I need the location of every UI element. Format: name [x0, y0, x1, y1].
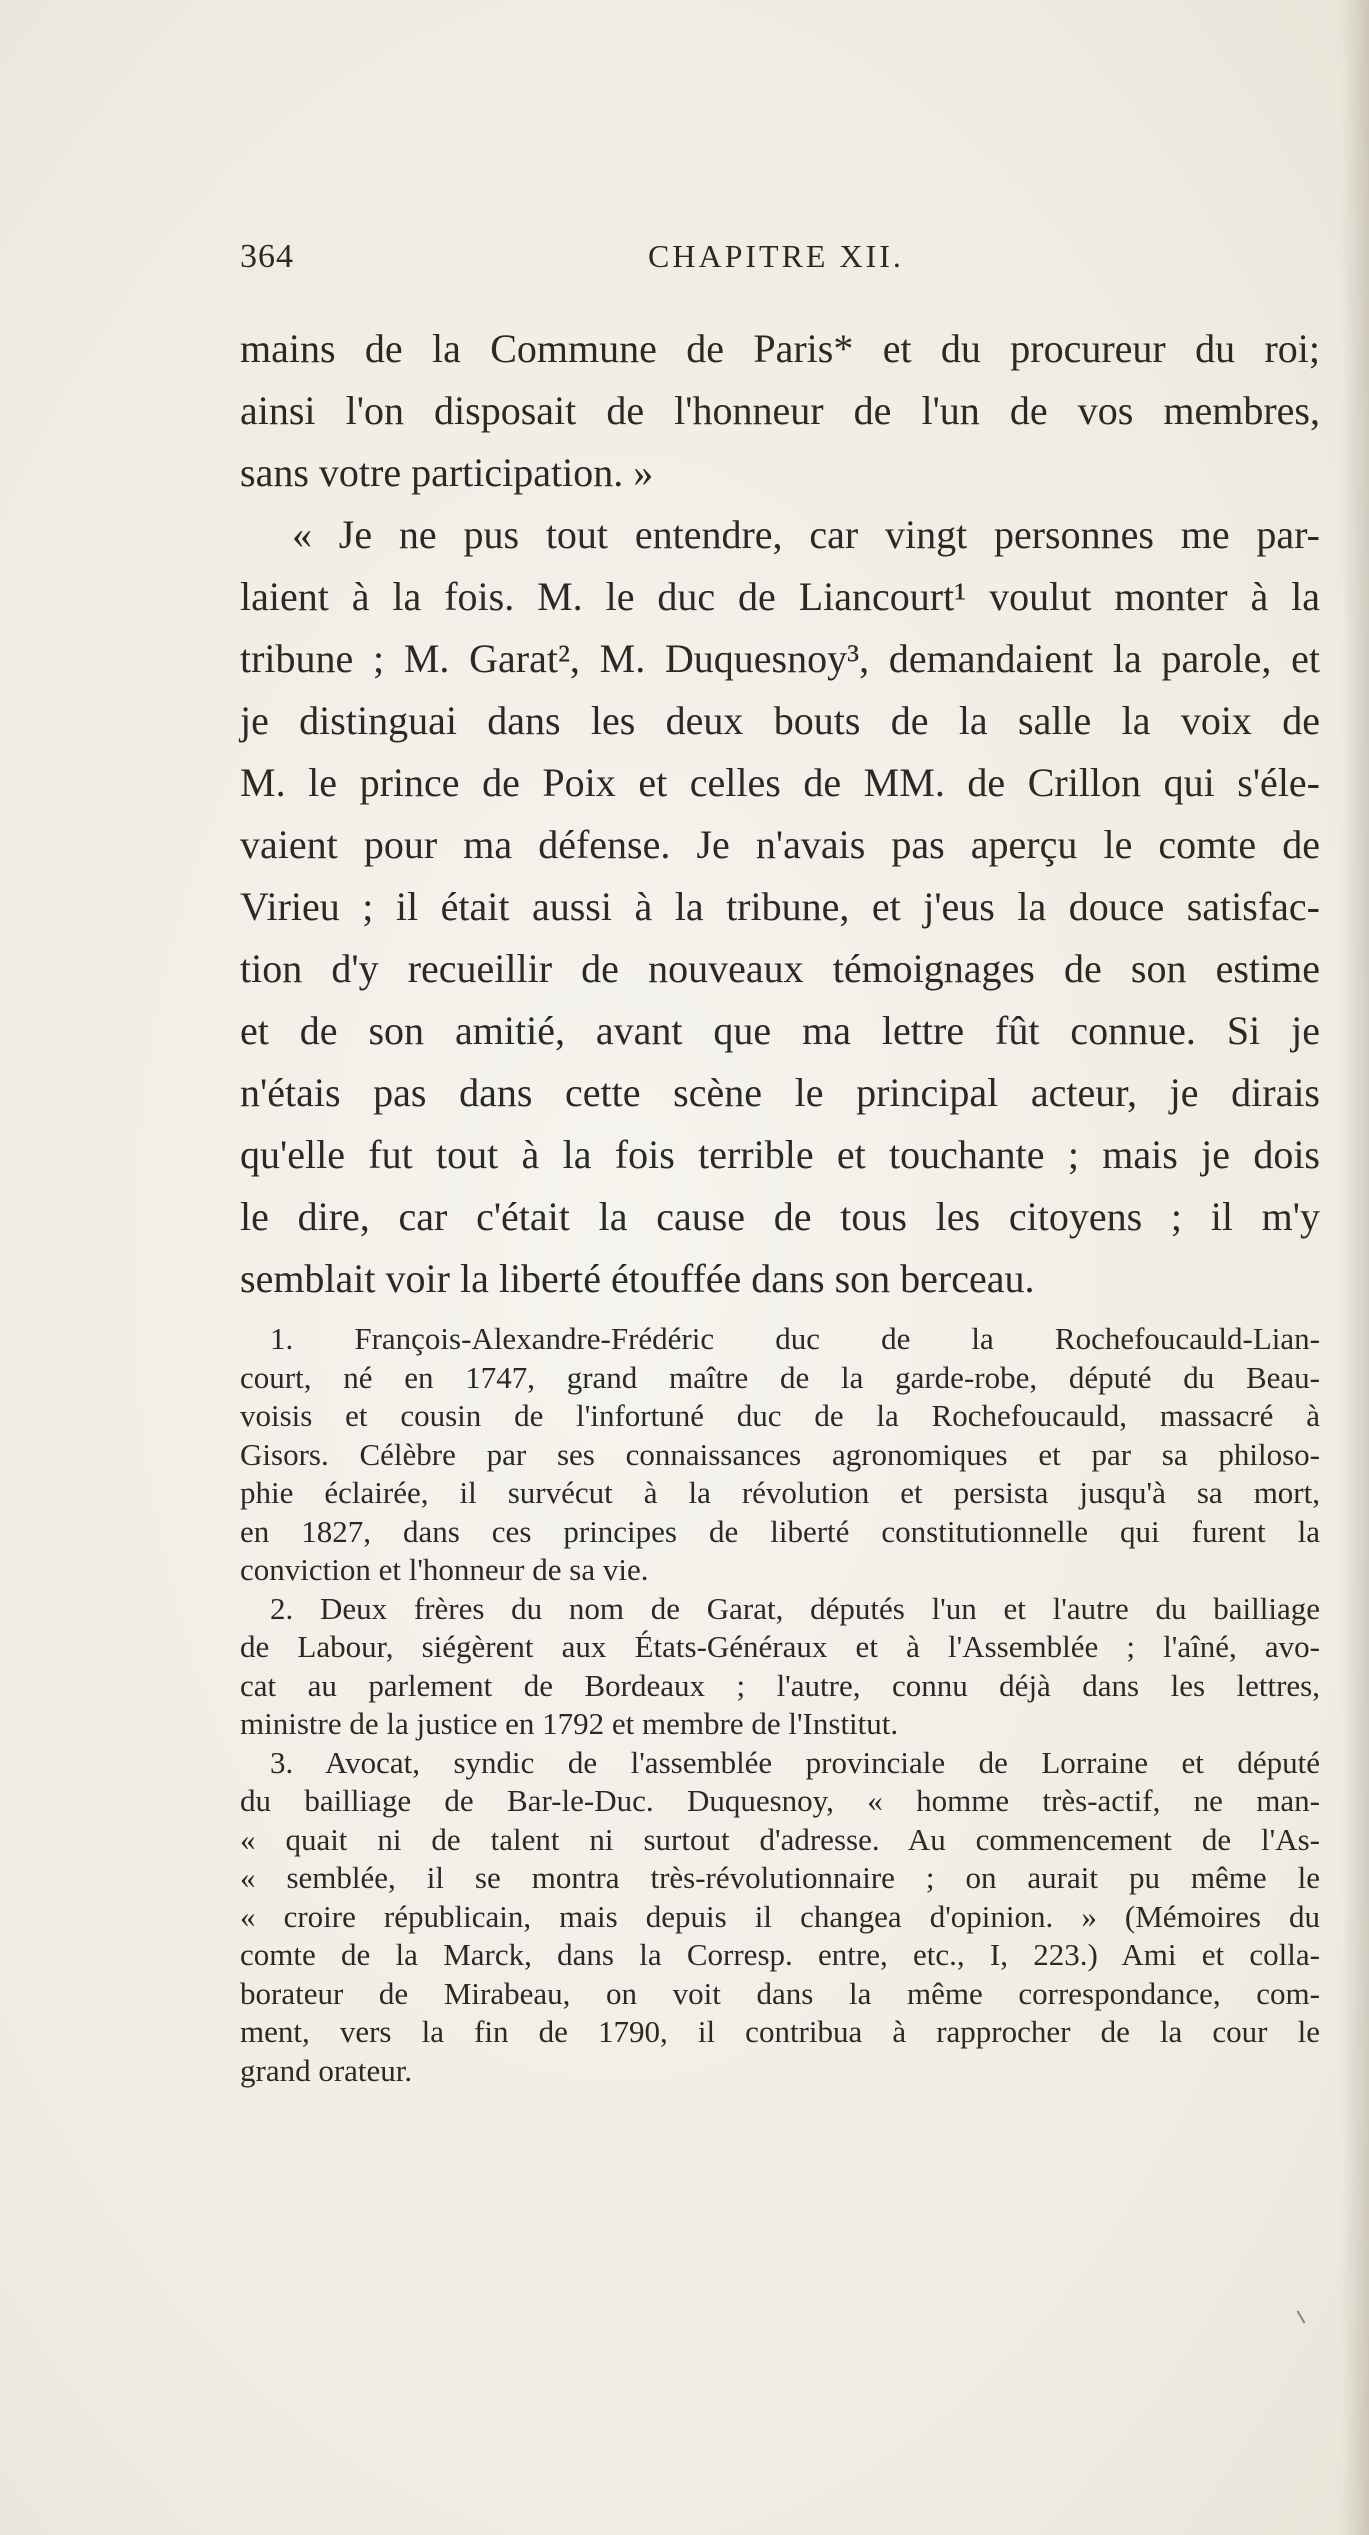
- body-line: ainsi l'on disposait de l'honneur de l'un de vos membres,: [240, 388, 1320, 433]
- footnote-1-line: conviction et l'honneur de sa vie.: [240, 1552, 649, 1587]
- body-line: le dire, car c'était la cause de tous les citoyens ; il m'y: [240, 1194, 1320, 1239]
- footnote-2-line: 2. Deux frères du nom de Garat, députés l'un et l'autre du bailliage: [270, 1590, 1320, 1626]
- footnote-1-line: Gisors. Célèbre par ses connaissances agronomiques et par sa philoso-: [240, 1436, 1320, 1472]
- footnote-3-line: borateur de Mirabeau, on voit dans la même correspondance, com-: [240, 1975, 1320, 2011]
- body-line: M. le prince de Poix et celles de MM. de Crillon qui s'éle-: [240, 760, 1320, 805]
- footnote-3-line: « quait ni de talent ni surtout d'adresse. Au commencement de l'As-: [240, 1821, 1320, 1857]
- footnote-3-line: grand orateur.: [240, 2052, 413, 2088]
- body-line: tribune ; M. Garat², M. Duquesnoy³, demandaient la parole, et: [240, 636, 1320, 681]
- footnote-3-line: « semblée, il se montra très-révolutionnaire ; on aurait pu même le: [240, 1860, 1320, 1895]
- footnote-3-line: du bailliage de Bar-le-Duc. Duquesnoy, « homme très-actif, ne man-: [240, 1783, 1320, 1818]
- body-line: sans votre participation. »: [240, 450, 654, 495]
- body-line: mains de la Commune de Paris* et du procureur du roi;: [240, 326, 1320, 371]
- body-line: qu'elle fut tout à la fois terrible et touchante ; mais je dois: [240, 1132, 1320, 1177]
- running-head: [240, 238, 1330, 278]
- page-edge-shadow: [1341, 0, 1369, 2535]
- body-line: laient à la fois. M. le duc de Liancourt¹ voulut monter à la: [240, 574, 1320, 619]
- footnote-3-line: « croire républicain, mais depuis il changea d'opinion. » (Mémoires du: [240, 1898, 1320, 1934]
- footnote-2-line: cat au parlement de Bordeaux ; l'autre, connu déjà dans les lettres,: [240, 1667, 1320, 1703]
- body-line: vaient pour ma défense. Je n'avais pas aperçu le comte de: [240, 822, 1320, 867]
- chapter-title: CHAPITRE XII.: [648, 238, 904, 274]
- footnote-2-line: de Labour, siégèrent aux États-Généraux et à l'Assemblée ; l'aîné, avo-: [240, 1629, 1320, 1664]
- footnote-3-line: ment, vers la fin de 1790, il contribua à rapprocher de la cour le: [240, 2014, 1320, 2049]
- footnote-1-line: court, né en 1747, grand maître de la garde-robe, député du Beau-: [240, 1359, 1320, 1395]
- footnote-3-line: comte de la Marck, dans la Corresp. entre, etc., I, 223.) Ami et colla-: [240, 1937, 1320, 1972]
- body-line: semblait voir la liberté étouffée dans son berceau.: [240, 1256, 1035, 1301]
- footnote-3-line: 3. Avocat, syndic de l'assemblée provinciale de Lorraine et député: [270, 1744, 1320, 1780]
- body-line: je distinguai dans les deux bouts de la salle la voix de: [240, 698, 1320, 743]
- body-line: tion d'y recueillir de nouveaux témoignages de son estime: [240, 946, 1320, 991]
- footnote-1-line: en 1827, dans ces principes de liberté constitutionnelle qui furent la: [240, 1513, 1320, 1549]
- footnote-2-line: ministre de la justice en 1792 et membre de l'Institut.: [240, 1706, 899, 1741]
- body-line: Virieu ; il était aussi à la tribune, et j'eus la douce satisfac-: [240, 884, 1320, 929]
- stray-ink-mark: [1297, 2310, 1306, 2323]
- footnote-1-line: 1. François-Alexandre-Frédéric duc de la Rochefoucauld-Lian-: [270, 1321, 1320, 1356]
- body-line: n'étais pas dans cette scène le principal acteur, je dirais: [240, 1070, 1320, 1115]
- footnotes: [240, 1320, 1320, 2090]
- page-number: 364: [240, 238, 294, 275]
- body-text: [240, 318, 1320, 1310]
- footnote-1-line: voisis et cousin de l'infortuné duc de la Rochefoucauld, massacré à: [240, 1398, 1320, 1433]
- footnote-1-line: phie éclairée, il survécut à la révolution et persista jusqu'à sa mort,: [240, 1475, 1320, 1510]
- body-line: « Je ne pus tout entendre, car vingt personnes me par-: [292, 512, 1320, 557]
- body-line: et de son amitié, avant que ma lettre fût connue. Si je: [240, 1008, 1320, 1053]
